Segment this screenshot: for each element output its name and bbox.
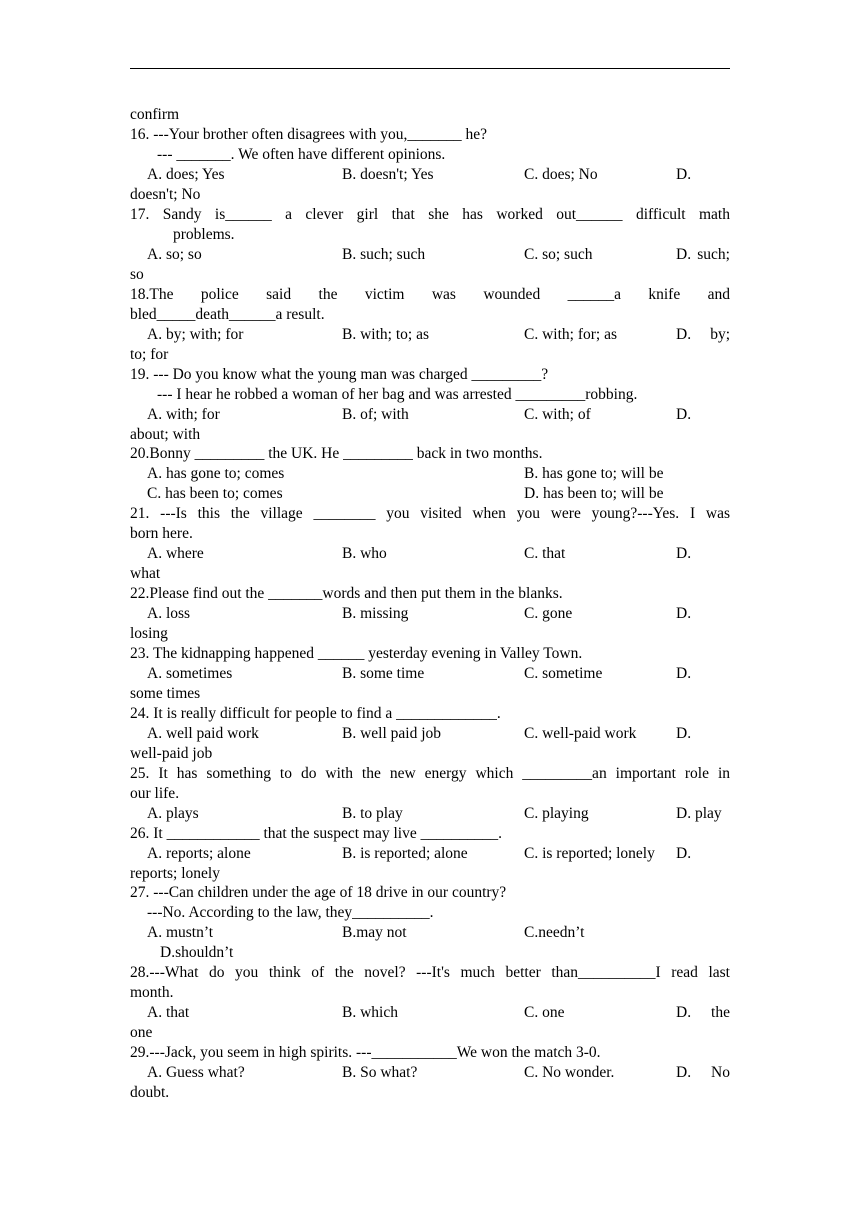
- text-line: confirm: [130, 106, 180, 123]
- option-d-continued: doubt.: [130, 1084, 170, 1101]
- option-a: A. well paid work: [147, 725, 259, 742]
- options-26: [130, 844, 730, 864]
- option-a: A. by; with; for: [147, 326, 244, 343]
- option-c: C. does; No: [524, 166, 598, 183]
- option-d: D.: [676, 665, 692, 682]
- option-d-continued: some times: [130, 685, 201, 702]
- option-b: B. is reported; alone: [342, 845, 468, 862]
- options-20-row1: [130, 464, 730, 484]
- option-d: D. play: [676, 805, 722, 822]
- option-d: D. by;: [676, 326, 730, 343]
- question-18-continued: bled_____death______a result.: [130, 306, 325, 323]
- question-25: 25. It has something to do with the new energy which _________an important role in: [130, 765, 730, 782]
- option-d-continued: one: [130, 1024, 153, 1041]
- option-c: C. playing: [524, 805, 589, 822]
- question-16-reply: --- _______. We often have different opinions.: [157, 146, 446, 163]
- option-a: A. loss: [147, 605, 191, 622]
- option-c: C. is reported; lonely: [524, 845, 655, 862]
- option-b: B. of; with: [342, 406, 409, 423]
- option-d: D.shouldn’t: [160, 944, 234, 961]
- question-29: 29.---Jack, you seem in high spirits. ---___________We won the match 3-0.: [130, 1044, 601, 1061]
- option-a: A. so; so: [147, 246, 202, 263]
- option-c: C. has been to; comes: [147, 485, 283, 502]
- option-a: A. Guess what?: [147, 1064, 245, 1081]
- question-28: 28.---What do you think of the novel? ---It's much better than__________I read last: [130, 964, 730, 981]
- question-17: 17. Sandy is______ a clever girl that she has worked out______ difficult math: [130, 206, 730, 223]
- option-c: C. that: [524, 545, 566, 562]
- option-d-continued: well-paid job: [130, 745, 213, 762]
- option-d: D. has been to; will be: [524, 485, 664, 502]
- option-c: C.needn’t: [524, 924, 585, 941]
- option-b: B. missing: [342, 605, 409, 622]
- question-21: 21. ---Is this the village ________ you visited when you were young?---Yes. I was: [130, 505, 730, 522]
- option-d-continued: doesn't; No: [130, 186, 201, 203]
- option-b: B. which: [342, 1004, 398, 1021]
- option-a: A. mustn’t: [147, 924, 214, 941]
- option-c: C. well-paid work: [524, 725, 637, 742]
- option-d: D. the: [676, 1004, 730, 1021]
- question-21-continued: born here.: [130, 525, 193, 542]
- options-19: [130, 405, 730, 425]
- question-18: 18.The police said the victim was wounded ______a knife and: [130, 286, 730, 303]
- options-28: [130, 1003, 730, 1023]
- option-b: B. So what?: [342, 1064, 418, 1081]
- question-25-continued: our life.: [130, 785, 180, 802]
- option-b: B. has gone to; will be: [524, 465, 664, 482]
- option-d: D.: [676, 166, 692, 183]
- option-a: A. where: [147, 545, 204, 562]
- option-c: C. sometime: [524, 665, 603, 682]
- question-19: 19. --- Do you know what the young man was charged _________?: [130, 366, 549, 383]
- option-d: D. No: [676, 1064, 730, 1081]
- options-27: [130, 923, 730, 943]
- option-d: D.: [676, 845, 692, 862]
- option-c: C. No wonder.: [524, 1064, 615, 1081]
- options-16: [130, 165, 730, 185]
- option-d: D.: [676, 545, 692, 562]
- option-a: A. has gone to; comes: [147, 465, 285, 482]
- header-rule: [130, 68, 730, 69]
- question-26: 26. It ____________ that the suspect may live __________.: [130, 825, 502, 842]
- question-22: 22.Please find out the _______words and then put them in the blanks.: [130, 585, 563, 602]
- option-a: A. plays: [147, 805, 199, 822]
- option-a: A. sometimes: [147, 665, 233, 682]
- option-c: C. with; for; as: [524, 326, 617, 343]
- option-c: C. one: [524, 1004, 565, 1021]
- option-b: B. such; such: [342, 246, 426, 263]
- question-17-continued: problems.: [173, 226, 235, 243]
- question-19-reply: --- I hear he robbed a woman of her bag and was arrested _________robbing.: [157, 386, 638, 403]
- option-d-continued: reports; lonely: [130, 865, 220, 882]
- option-d-continued: what: [130, 565, 161, 582]
- options-21: [130, 544, 730, 564]
- option-a: A. reports; alone: [147, 845, 251, 862]
- option-d: D.: [676, 725, 692, 742]
- options-22: [130, 604, 730, 624]
- option-b: B. with; to; as: [342, 326, 429, 343]
- options-17: [130, 245, 730, 265]
- option-a: A. does; Yes: [147, 166, 225, 183]
- option-d: D.: [676, 605, 692, 622]
- option-a: A. that: [147, 1004, 190, 1021]
- option-d-continued: so: [130, 266, 144, 283]
- question-24: 24. It is really difficult for people to find a _____________.: [130, 705, 501, 722]
- options-29: [130, 1063, 730, 1083]
- option-d: D. such;: [676, 246, 730, 263]
- options-20-row2: [130, 484, 730, 504]
- options-24: [130, 724, 730, 744]
- option-b: B.may not: [342, 924, 407, 941]
- options-18: [130, 325, 730, 345]
- option-b: B. who: [342, 545, 387, 562]
- option-d-continued: losing: [130, 625, 168, 642]
- question-27: 27. ---Can children under the age of 18 drive in our country?: [130, 884, 507, 901]
- option-c: C. gone: [524, 605, 573, 622]
- question-16: 16. ---Your brother often disagrees with you,_______ he?: [130, 126, 488, 143]
- option-b: B. some time: [342, 665, 425, 682]
- options-25: [130, 804, 730, 824]
- option-b: B. doesn't; Yes: [342, 166, 434, 183]
- option-d: D.: [676, 406, 692, 423]
- question-28-continued: month.: [130, 984, 174, 1001]
- option-c: C. so; such: [524, 246, 593, 263]
- option-d-continued: about; with: [130, 426, 201, 443]
- option-a: A. with; for: [147, 406, 220, 423]
- question-27-reply: ---No. According to the law, they__________.: [147, 904, 434, 921]
- question-23: 23. The kidnapping happened ______ yesterday evening in Valley Town.: [130, 645, 583, 662]
- options-23: [130, 664, 730, 684]
- option-b: B. well paid job: [342, 725, 442, 742]
- option-c: C. with; of: [524, 406, 591, 423]
- option-d-continued: to; for: [130, 346, 169, 363]
- option-b: B. to play: [342, 805, 403, 822]
- question-20: 20.Bonny _________ the UK. He _________ back in two months.: [130, 445, 543, 462]
